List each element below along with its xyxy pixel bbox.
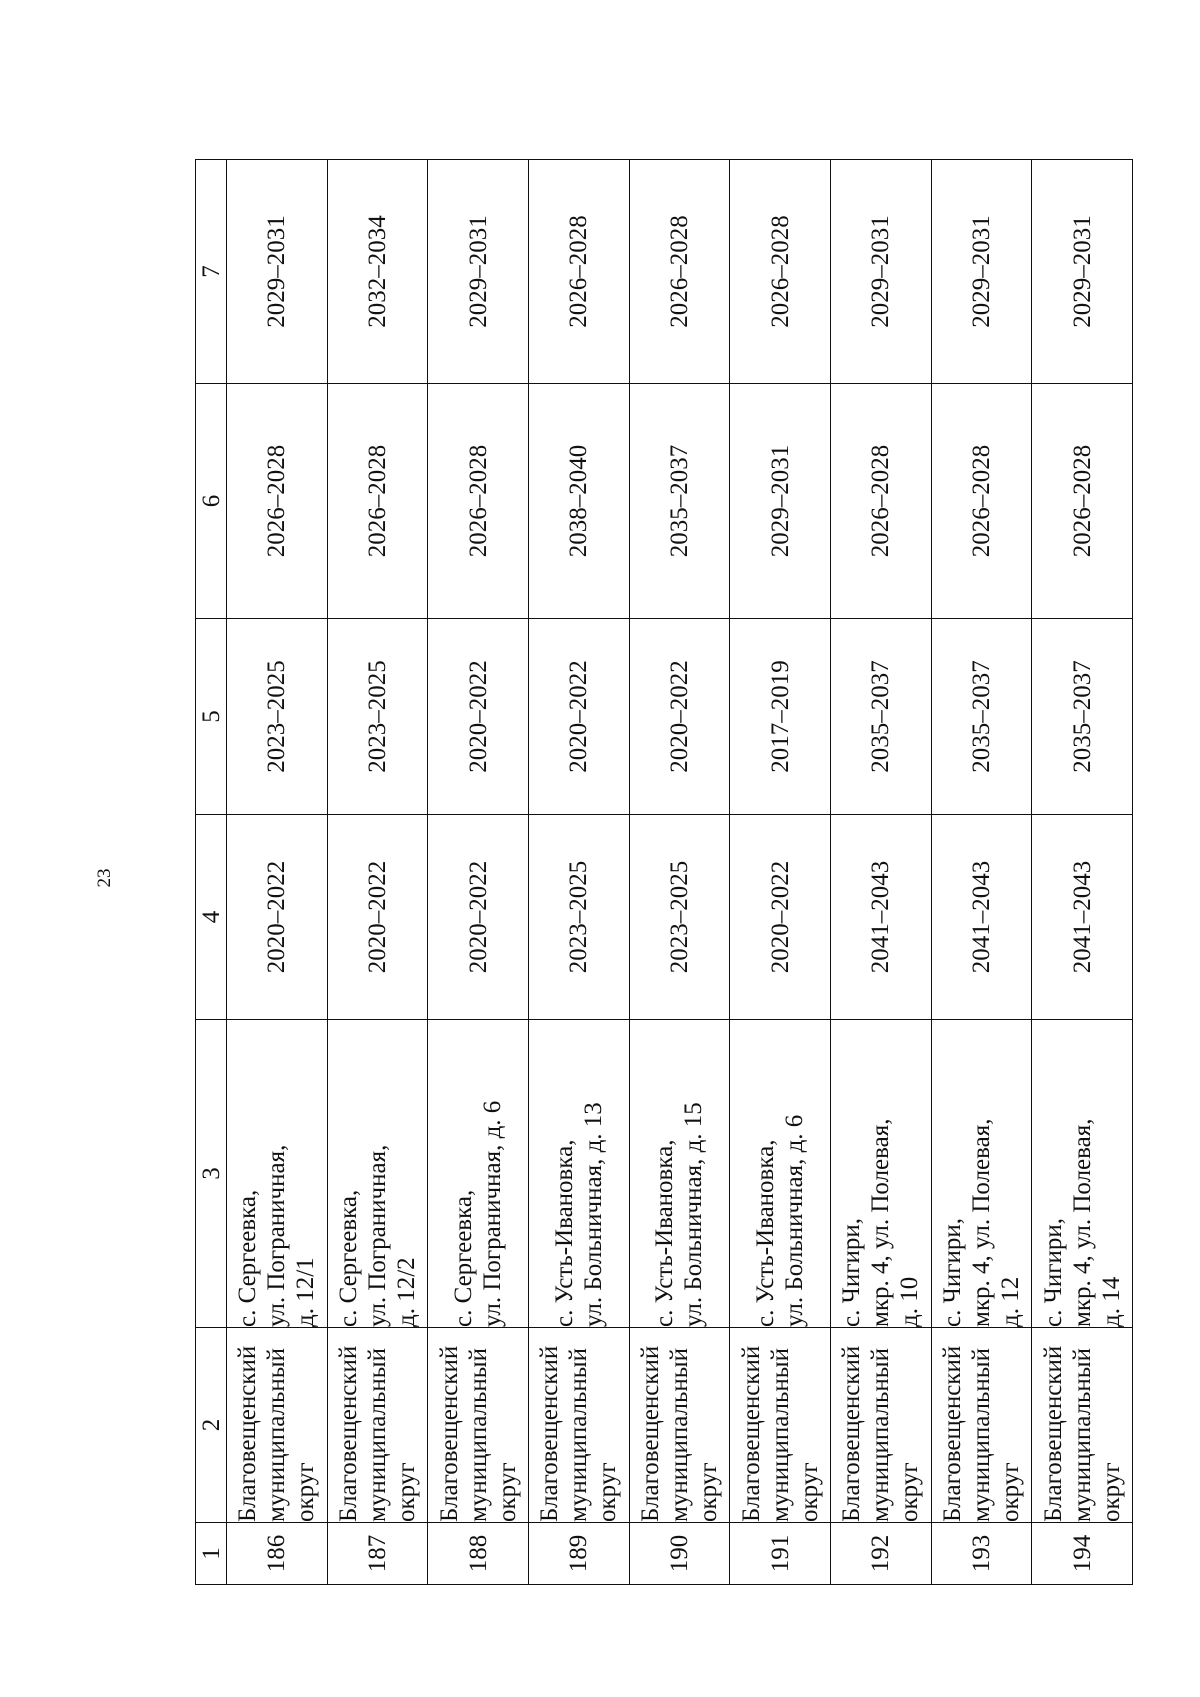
address-line: мкр. 4, ул. Полевая, <box>967 1118 995 1327</box>
district-line: Благовещенский <box>938 1345 966 1522</box>
district-line: муниципальный <box>1068 1348 1096 1522</box>
period-col6-cell: 2026–2028 <box>1032 384 1133 619</box>
district-line: Благовещенский <box>838 1345 866 1522</box>
period-col4-cell: 2041–2043 <box>1032 815 1133 1020</box>
period-col6-cell: 2026–2028 <box>830 384 931 619</box>
table-row <box>428 160 529 1585</box>
period-col5-cell: 2017–2019 <box>730 619 831 815</box>
period-col7-cell: 2026–2028 <box>528 160 629 384</box>
column-header-1: 1 <box>196 1523 227 1585</box>
column-header-7: 7 <box>196 160 227 384</box>
district-cell <box>327 1328 428 1523</box>
period-col5-cell: 2023–2025 <box>227 619 328 815</box>
district-line: муниципальный <box>766 1348 794 1522</box>
district-line: округ <box>896 1462 924 1522</box>
address-cell <box>227 1020 328 1328</box>
period-col6-cell: 2026–2028 <box>931 384 1032 619</box>
address-line: ул. Пограничная, <box>363 1144 391 1327</box>
table-row <box>1032 160 1133 1585</box>
period-col5-cell: 2035–2037 <box>830 619 931 815</box>
column-header-5: 5 <box>196 619 227 815</box>
address-cell <box>730 1020 831 1328</box>
address-line: ул. Пограничная, <box>263 1144 291 1327</box>
address-line: д. 10 <box>896 1276 924 1327</box>
period-col7-cell: 2032–2034 <box>327 160 428 384</box>
address-line: мкр. 4, ул. Полевая, <box>867 1118 895 1327</box>
period-col6-cell: 2026–2028 <box>327 384 428 619</box>
address-line: д. 12 <box>996 1276 1024 1327</box>
district-line: Благовещенский <box>636 1345 664 1522</box>
address-line: д. 12/2 <box>392 1257 420 1327</box>
table-body <box>227 160 1133 1585</box>
column-header-2: 2 <box>196 1328 227 1523</box>
district-line: Благовещенский <box>334 1345 362 1522</box>
address-line: с. Сергеевка, <box>334 1189 362 1327</box>
table-row <box>227 160 328 1585</box>
district-line: Благовещенский <box>1039 1345 1067 1522</box>
row-number-cell: 190 <box>629 1523 730 1585</box>
period-col5-cell: 2020–2022 <box>629 619 730 815</box>
address-line: с. Сергеевка, <box>234 1189 262 1327</box>
district-line: округ <box>996 1462 1024 1522</box>
address-line: с. Усть-Ивановка, <box>752 1139 780 1327</box>
district-cell <box>428 1328 529 1523</box>
period-col4-cell: 2041–2043 <box>931 815 1032 1020</box>
column-header-3: 3 <box>196 1020 227 1328</box>
period-col7-cell: 2029–2031 <box>428 160 529 384</box>
table-row <box>629 160 730 1585</box>
district-cell <box>629 1328 730 1523</box>
address-cell <box>830 1020 931 1328</box>
period-col4-cell: 2020–2022 <box>730 815 831 1020</box>
row-number-cell: 193 <box>931 1523 1032 1585</box>
period-col5-cell: 2023–2025 <box>327 619 428 815</box>
row-number-cell: 187 <box>327 1523 428 1585</box>
column-header-4: 4 <box>196 815 227 1020</box>
period-col5-cell: 2035–2037 <box>1032 619 1133 815</box>
period-col7-cell: 2026–2028 <box>629 160 730 384</box>
address-cell <box>931 1020 1032 1328</box>
period-col7-cell: 2029–2031 <box>830 160 931 384</box>
column-header-6: 6 <box>196 384 227 619</box>
period-col6-cell: 2029–2031 <box>730 384 831 619</box>
address-line: с. Чигири, <box>938 1218 966 1327</box>
period-col6-cell: 2026–2028 <box>227 384 328 619</box>
row-number-cell: 188 <box>428 1523 529 1585</box>
period-col7-cell: 2026–2028 <box>730 160 831 384</box>
table-row <box>730 160 831 1585</box>
district-cell <box>528 1328 629 1523</box>
period-col4-cell: 2023–2025 <box>629 815 730 1020</box>
district-line: муниципальный <box>363 1348 391 1522</box>
period-col7-cell: 2029–2031 <box>1032 160 1133 384</box>
address-cell <box>1032 1020 1133 1328</box>
period-col5-cell: 2020–2022 <box>428 619 529 815</box>
period-col6-cell: 2026–2028 <box>428 384 529 619</box>
period-col5-cell: 2035–2037 <box>931 619 1032 815</box>
district-line: Благовещенский <box>435 1345 463 1522</box>
period-col7-cell: 2029–2031 <box>227 160 328 384</box>
header-row <box>196 160 227 1585</box>
row-number-cell: 191 <box>730 1523 831 1585</box>
district-cell <box>730 1328 831 1523</box>
address-line: ул. Больничная, д. 13 <box>579 1102 607 1327</box>
district-line: Благовещенский <box>536 1345 564 1522</box>
district-line: муниципальный <box>867 1348 895 1522</box>
table-row <box>830 160 931 1585</box>
schedule-table <box>195 159 1133 1585</box>
row-number-cell: 192 <box>830 1523 931 1585</box>
district-line: муниципальный <box>967 1348 995 1522</box>
address-line: мкр. 4, ул. Полевая, <box>1068 1118 1096 1327</box>
address-cell <box>528 1020 629 1328</box>
period-col6-cell: 2035–2037 <box>629 384 730 619</box>
address-line: с. Усть-Ивановка, <box>550 1139 578 1327</box>
address-line: д. 12/1 <box>292 1257 320 1327</box>
period-col4-cell: 2023–2025 <box>528 815 629 1020</box>
rotated-table-container <box>195 160 1133 1585</box>
district-line: округ <box>1097 1462 1125 1522</box>
district-line: муниципальный <box>565 1348 593 1522</box>
address-cell <box>327 1020 428 1328</box>
address-line: с. Сергеевка, <box>450 1189 478 1327</box>
address-line: с. Усть-Ивановка, <box>651 1139 679 1327</box>
table-header <box>196 160 227 1585</box>
district-line: Благовещенский <box>234 1345 262 1522</box>
district-line: округ <box>694 1462 722 1522</box>
district-line: округ <box>392 1462 420 1522</box>
row-number-cell: 189 <box>528 1523 629 1585</box>
period-col7-cell: 2029–2031 <box>931 160 1032 384</box>
period-col4-cell: 2020–2022 <box>227 815 328 1020</box>
period-col5-cell: 2020–2022 <box>528 619 629 815</box>
table-row <box>327 160 428 1585</box>
row-number-cell: 186 <box>227 1523 328 1585</box>
address-line: д. 14 <box>1097 1276 1125 1327</box>
period-col6-cell: 2038–2040 <box>528 384 629 619</box>
period-col4-cell: 2041–2043 <box>830 815 931 1020</box>
address-line: ул. Больничная, д. 6 <box>781 1114 809 1327</box>
district-line: округ <box>795 1462 823 1522</box>
district-line: муниципальный <box>263 1348 291 1522</box>
district-cell <box>1032 1328 1133 1523</box>
table-row <box>528 160 629 1585</box>
address-line: с. Чигири, <box>1039 1218 1067 1327</box>
row-number-cell: 194 <box>1032 1523 1133 1585</box>
address-line: ул. Пограничная, д. 6 <box>479 1100 507 1327</box>
address-line: с. Чигири, <box>838 1218 866 1327</box>
address-line: ул. Больничная, д. 15 <box>680 1102 708 1327</box>
district-line: округ <box>493 1462 521 1522</box>
district-cell <box>931 1328 1032 1523</box>
period-col4-cell: 2020–2022 <box>327 815 428 1020</box>
address-cell <box>428 1020 529 1328</box>
district-line: муниципальный <box>464 1348 492 1522</box>
district-cell <box>227 1328 328 1523</box>
period-col4-cell: 2020–2022 <box>428 815 529 1020</box>
district-line: округ <box>292 1462 320 1522</box>
district-line: округ <box>594 1462 622 1522</box>
address-cell <box>629 1020 730 1328</box>
district-line: муниципальный <box>665 1348 693 1522</box>
page-number: 23 <box>94 868 115 888</box>
district-line: Благовещенский <box>737 1345 765 1522</box>
table-row <box>931 160 1032 1585</box>
district-cell <box>830 1328 931 1523</box>
